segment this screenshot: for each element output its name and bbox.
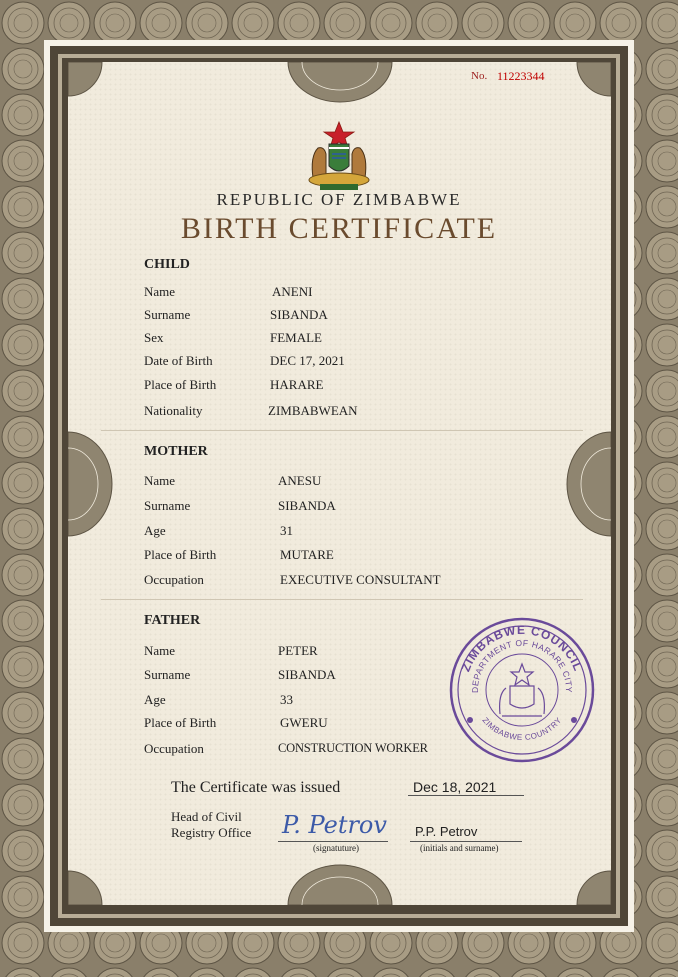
svg-text:ZIMBABWE COUNTRY (480, 715, 563, 742)
father-age-value: 33 (280, 692, 293, 707)
child-section-heading: CHILD (144, 257, 190, 272)
father-occupation-label: Occupation (144, 741, 204, 756)
section-divider (101, 430, 583, 431)
office-label-line2: Registry Office (171, 825, 252, 840)
child-sex-label: Sex (144, 330, 164, 345)
child-sex-value: FEMALE (270, 330, 322, 345)
mother-name-label: Name (144, 473, 176, 488)
child-dob-label: Date of Birth (144, 353, 213, 368)
stamp-inner-text: DEPARTMENT OF HARARE CITY (469, 637, 575, 694)
mother-age-value: 31 (280, 523, 293, 538)
issue-date: Dec 18, 2021 (413, 779, 497, 795)
stamp-bottom-text: ZIMBABWE COUNTRY (480, 715, 564, 743)
registrar-name: P.P. Petrov (415, 824, 478, 839)
issue-date-underline (408, 795, 524, 796)
certificate-number-label: No. (471, 70, 488, 82)
country-heading: REPUBLIC OF ZIMBABWE (216, 190, 462, 209)
father-pob-value: GWERU (280, 715, 328, 730)
child-surname-label: Surname (144, 307, 191, 322)
official-stamp (448, 616, 596, 764)
signature-line (278, 841, 388, 842)
child-pob-label: Place of Birth (144, 377, 217, 392)
stamp-outer-text: ZIMBABWE COUNCIL (458, 622, 586, 674)
certificate-number: 11223344 (497, 69, 545, 83)
mother-pob-value: MUTARE (280, 547, 334, 562)
signature: P. Petrov (282, 811, 387, 839)
child-name-value: ANENI (272, 284, 313, 299)
certificate-title: BIRTH CERTIFICATE (180, 212, 498, 245)
mother-name-value: ANESU (278, 473, 322, 488)
mother-occupation-value: EXECUTIVE CONSULTANT (280, 572, 441, 587)
mother-age-label: Age (144, 523, 166, 538)
registrar-line (410, 841, 522, 842)
child-surname-value: SIBANDA (270, 307, 328, 322)
mother-surname-label: Surname (144, 498, 191, 513)
mother-pob-label: Place of Birth (144, 547, 217, 562)
father-occupation-value: CONSTRUCTION WORKER (278, 741, 428, 755)
mother-section-heading: MOTHER (144, 444, 208, 459)
child-dob-value: DEC 17, 2021 (270, 353, 345, 368)
father-name-value: PETER (278, 643, 318, 658)
father-surname-label: Surname (144, 667, 191, 682)
father-age-label: Age (144, 692, 166, 707)
father-section-heading: FATHER (144, 613, 201, 628)
mother-occupation-label: Occupation (144, 572, 204, 587)
mother-surname-value: SIBANDA (278, 498, 336, 513)
signature-caption: (signatuture) (313, 843, 359, 853)
child-pob-value: HARARE (270, 377, 324, 392)
father-surname-value: SIBANDA (278, 667, 336, 682)
child-nationality-label: Nationality (144, 403, 203, 418)
section-divider (101, 599, 583, 600)
coat-of-arms-icon (296, 118, 382, 192)
father-name-label: Name (144, 643, 176, 658)
father-pob-label: Place of Birth (144, 715, 217, 730)
issued-label: The Certificate was issued (171, 779, 341, 796)
office-label-line1: Head of Civil (171, 809, 242, 824)
child-nationality-value: ZIMBABWEAN (268, 403, 358, 418)
child-name-label: Name (144, 284, 176, 299)
registrar-caption: (initials and surname) (420, 843, 499, 853)
